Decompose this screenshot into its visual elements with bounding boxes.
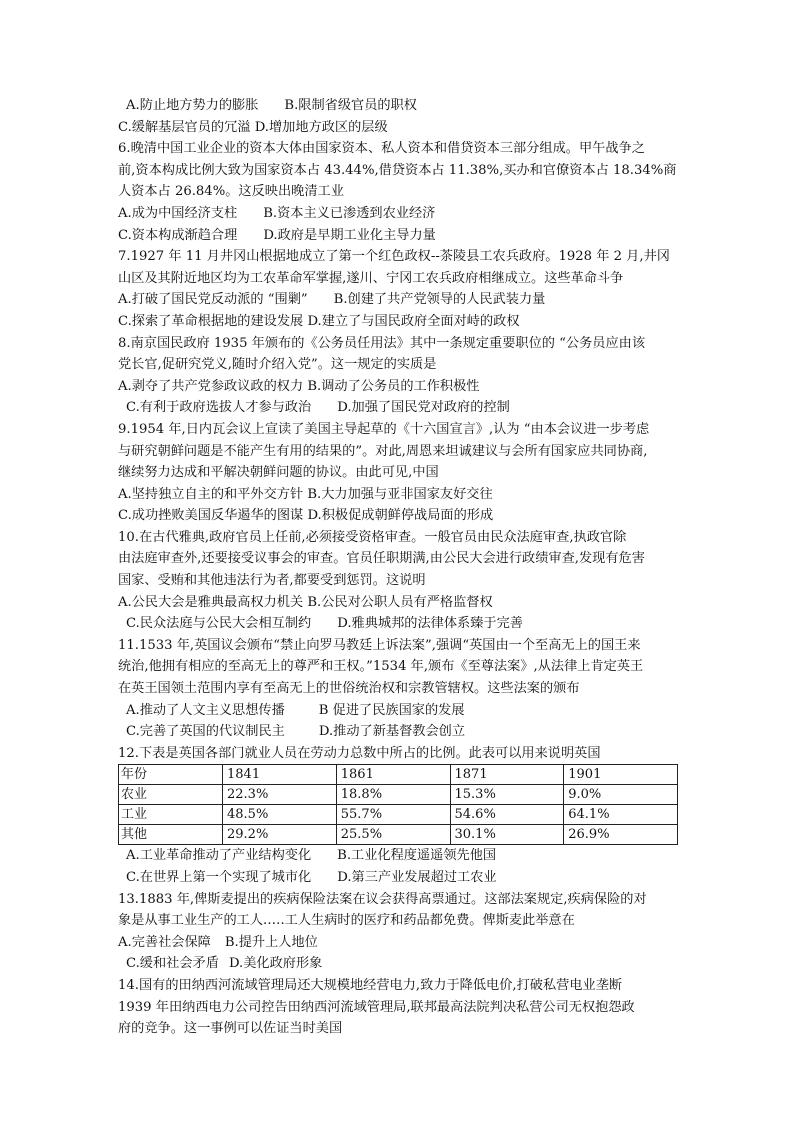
table-cell: 25.5% bbox=[336, 825, 450, 845]
q7-stem-line-2: 山区及其附近地区均为工农革命军掌握,遂川、宁冈工农兵政府相继成立。这些革命斗争 bbox=[118, 270, 624, 286]
q11-stem-line-3: 在英王国领土范围内享有至高无上的世俗统治权和宗教管辖权。这些法案的颁布 bbox=[118, 681, 580, 697]
q9-options-cd: C.成功挫败美国反华遏华的图谋 D.积极促成朝鲜停战局面的形成 bbox=[118, 508, 494, 524]
q8-stem-line-2: 党长官,促研究党义,随时介绍入党”。这一规定的实质是 bbox=[118, 357, 437, 373]
table-cell: 1901 bbox=[564, 765, 678, 785]
table-cell: 30.1% bbox=[450, 825, 564, 845]
q13-option-c: C.缓和社会矛盾 bbox=[126, 956, 219, 972]
q8-stem-line-1: 8.南京国民政府 1935 年颁布的《公务员任用法》其中一条规定重要职位的 “公务员应由该 bbox=[118, 335, 646, 351]
q6-stem-line-1: 6.晚清中国工业企业的资本大体由国家资本、私人资本和借贷资本三部分组成。甲午战争之 bbox=[118, 141, 645, 157]
q9-options-ab: A.坚持独立自主的和平外交方针 B.大力加强与亚非国家友好交往 bbox=[118, 486, 493, 502]
q13-options-ab bbox=[118, 932, 680, 954]
q11-option-c: C.完善了英国的代议制民主 bbox=[126, 724, 285, 740]
table-cell: 工业 bbox=[119, 805, 223, 825]
q12-option-a: A.工业革命推动了产业结构变化 bbox=[126, 848, 312, 864]
q5-option-a: A.防止地方势力的膨胀 bbox=[126, 98, 259, 113]
q8-options-ab: A.剥夺了共产党参政议政的权力 B.调动了公务员的工作积极性 bbox=[118, 378, 480, 394]
q11-options-ab bbox=[118, 700, 680, 722]
table-cell: 1871 bbox=[450, 765, 564, 785]
q8-options-cd bbox=[118, 397, 680, 419]
q11-options-cd bbox=[118, 721, 680, 743]
q12-stem: 12.下表是英国各部门就业人员在劳动力总数中所占的比例。此表可以用来说明英国 bbox=[118, 745, 601, 761]
table-cell: 1861 bbox=[336, 765, 450, 785]
q12-options-cd bbox=[118, 867, 680, 889]
q10-options-ab: A.公民大会是雅典最高权力机关 B.公民对公职人员有严格监督权 bbox=[118, 594, 493, 610]
q6-stem-line-2: 前,资本构成比例大致为国家资本占 43.44%,借贷资本占 11.38%,买办和官僚资本占 18.34%商 bbox=[118, 162, 677, 178]
q10-stem-line-3: 国家、受贿和其他违法行为者,都要受到惩罚。这说明 bbox=[118, 573, 426, 589]
q14-stem-line-3: 府的竞争。这一事例可以佐证当时美国 bbox=[118, 1021, 343, 1037]
q13-options-cd bbox=[118, 953, 680, 975]
q13-stem-line-1: 13.1883 年,俾斯麦提出的疾病保险法案在议会获得高票通过。这部法案规定,疾病保险的对 bbox=[118, 891, 647, 907]
table-cell: 18.8% bbox=[336, 785, 450, 805]
q9-stem-line-1: 9.1954 年,日内瓦会议上宣读了美国主导起草的《十六国宣言》,认为 “由本会议进一步考虑 bbox=[118, 421, 650, 437]
q10-option-c: C.民众法庭与公民大会相互制约 bbox=[126, 616, 312, 632]
table-cell: 农业 bbox=[119, 785, 223, 805]
q10-option-d: D.雅典城邦的法律体系臻于完善 bbox=[337, 616, 523, 632]
q7-options-ab bbox=[118, 289, 680, 311]
q10-options-cd bbox=[118, 613, 680, 635]
table-cell: 26.9% bbox=[564, 825, 678, 845]
q12-option-c: C.在世界上第一个实现了城市化 bbox=[126, 870, 312, 885]
q6-stem-line-3: 人资本占 26.84%。这反映出晚清工业 bbox=[118, 184, 344, 200]
q6-option-b: B.资本主义已渗透到农业经济 bbox=[263, 205, 436, 221]
q5-options-ab bbox=[118, 95, 680, 117]
q5-option-b: B.限制省级官员的职权 bbox=[284, 98, 417, 113]
q10-stem-line-1: 10.在古代雅典,政府官员上任前,必须接受资格审查。一般官员由民众法庭审查,执政官除 bbox=[118, 529, 627, 545]
table-header-row bbox=[119, 765, 678, 785]
q10-stem-line-2: 由法庭审查外,还要接受议事会的审查。官员任职期满,由公民大会进行政绩审查,发现有危害 bbox=[118, 551, 645, 567]
q12-option-b: B.工业化程度遥遥领先他国 bbox=[337, 848, 497, 864]
exam-content bbox=[118, 95, 680, 1040]
table-cell: 48.5% bbox=[223, 805, 337, 825]
table-cell: 22.3% bbox=[223, 785, 337, 805]
table-cell: 55.7% bbox=[336, 805, 450, 825]
table-cell: 1841 bbox=[223, 765, 337, 785]
q8-option-c: C.有利于政府选拔人才参与政治 bbox=[126, 400, 312, 416]
q9-stem-line-2: 与研究朝鲜问题是不能产生有用的结果的”。对此,周恩来坦诚建议与会所有国家应共同协商, bbox=[118, 443, 648, 459]
q7-options-cd: C.探索了革命根据地的建设发展 D.建立了与国民政府全面对峙的政权 bbox=[118, 313, 520, 329]
q11-option-d: D.推动了新基督教会创立 bbox=[318, 724, 466, 740]
q11-option-a: A.推动了人文主义思想传播 bbox=[126, 702, 285, 718]
table-cell: 64.1% bbox=[564, 805, 678, 825]
employment-table bbox=[118, 764, 678, 845]
q13-option-a: A.完善社会保障 bbox=[118, 934, 211, 950]
q12-options-ab bbox=[118, 845, 680, 867]
q7-option-b: B.创建了共产党领导的人民武装力量 bbox=[333, 292, 546, 308]
table-cell: 54.6% bbox=[450, 805, 564, 825]
q12-option-d: D.第三产业发展超过工农业 bbox=[337, 870, 497, 885]
table-row bbox=[119, 785, 678, 805]
q14-stem-line-2: 1939 年田纳西电力公司控告田纳西河流域管理局,联邦最高法院判决私营公司无权抱怨政 bbox=[118, 999, 635, 1015]
table-cell: 9.0% bbox=[564, 785, 678, 805]
table-cell: 15.3% bbox=[450, 785, 564, 805]
q6-option-c: C.资本构成渐趋合理 bbox=[118, 227, 238, 243]
q8-option-d: D.加强了国民党对政府的控制 bbox=[337, 400, 510, 416]
q13-option-d: D.美化政府形象 bbox=[228, 956, 323, 972]
q7-option-a: A.打破了国民党反动派的 “围剿” bbox=[118, 292, 308, 308]
table-row bbox=[119, 805, 678, 825]
q5-options-cd: C.缓解基层官员的冗溢 D.增加地方政区的层级 bbox=[118, 119, 388, 135]
q6-options-ab bbox=[118, 203, 680, 225]
table-cell: 其他 bbox=[119, 825, 223, 845]
table-cell: 年份 bbox=[119, 765, 223, 785]
table-cell: 29.2% bbox=[223, 825, 337, 845]
q14-stem-line-1: 14.国有的田纳西河流域管理局还大规模地经营电力,致力于降低电价,打破私营电业垄断 bbox=[118, 977, 623, 993]
q11-option-b: B 促进了民族国家的发展 bbox=[318, 702, 465, 718]
q9-stem-line-3: 继续努力达成和平解决朝鲜问题的协议。由此可见,中国 bbox=[118, 465, 439, 481]
q7-stem-line-1: 7.1927 年 11 月井冈山根据地成立了第一个红色政权--茶陵县工农兵政府。1928 年 2 月,井冈 bbox=[118, 249, 670, 265]
q11-stem-line-2: 统治,他拥有相应的至高无上的尊严和王权。”1534 年,颁布《至尊法案》,从法律上肯定英王 bbox=[118, 659, 644, 675]
q13-option-b: B.提升上人地位 bbox=[224, 934, 318, 950]
table-row bbox=[119, 825, 678, 845]
q6-options-cd bbox=[118, 225, 680, 247]
q11-stem-line-1: 11.1533 年,英国议会颁布“禁止向罗马教廷上诉法案”,强调“英国由一个至高无上的国王来 bbox=[118, 637, 641, 653]
q13-stem-line-2: 象是从事工业生产的工人.….工人生病时的医疗和药品都免费。俾斯麦此举意在 bbox=[118, 913, 575, 929]
q6-option-a: A.成为中国经济支柱 bbox=[118, 205, 238, 221]
q6-option-d: D.政府是早期工业化主导力量 bbox=[263, 227, 436, 243]
